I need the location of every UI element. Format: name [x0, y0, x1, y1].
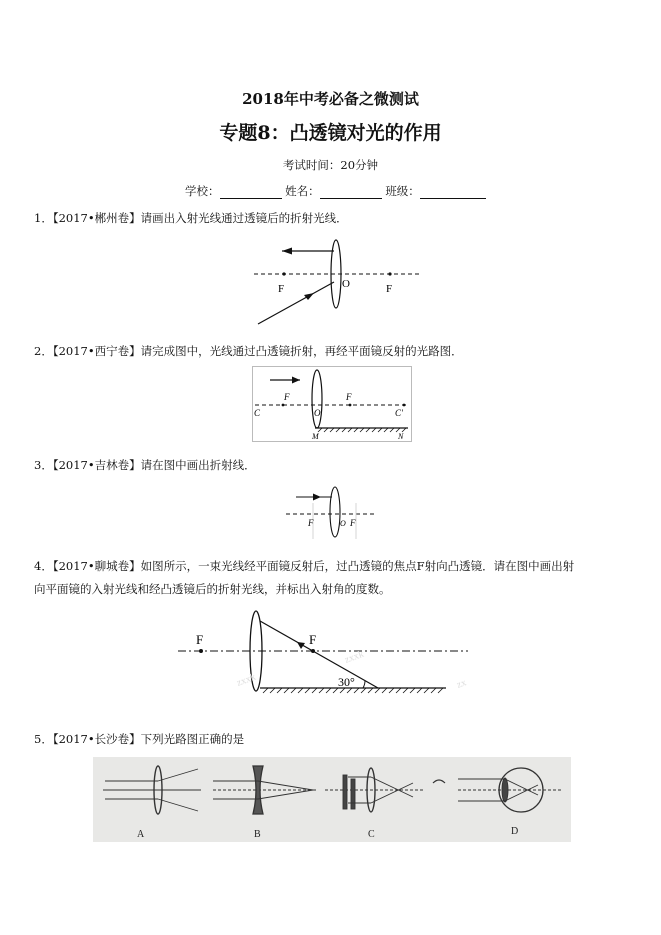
title-line1: 2018年中考必备之微测试	[242, 90, 419, 108]
fig1-label-o: O	[342, 278, 350, 290]
question-4	[34, 558, 574, 574]
question-3	[34, 457, 256, 473]
question-5-number: 5．	[34, 732, 53, 746]
question-1-number: 1．	[34, 211, 53, 225]
fig3-label-o: O	[340, 519, 346, 528]
student-info-line	[185, 183, 486, 199]
fig4-label-f-right: F	[309, 632, 317, 647]
question-1-source: 【2017•郴州卷】	[52, 211, 141, 225]
fig2-label-o: O	[314, 408, 321, 418]
figure-2-lens-mirror	[252, 366, 412, 442]
question-3-number: 3．	[34, 458, 53, 472]
figure-3-convex-lens	[283, 484, 378, 544]
option-a-label: A	[137, 829, 145, 840]
title-line2: 专题8：凸透镜对光的作用	[219, 122, 442, 144]
option-c-label: C	[368, 829, 375, 840]
question-5-source: 【2017•长沙卷】	[52, 732, 141, 746]
fig3-label-f-left: F	[308, 518, 314, 528]
fig1-label-f-left: F	[278, 283, 285, 295]
fig2-label-f-left: F	[284, 392, 290, 402]
fig4-label-angle: 30°	[338, 675, 355, 689]
fig2-label-c: C	[254, 408, 261, 418]
question-4-line2: 向平面镜的入射光线和经凸透镜后的折射光线，并标出入射角的度数。	[34, 582, 391, 596]
question-2-text: 请完成图中，光线通过凸透镜折射，再经平面镜反射的光路图．	[140, 344, 463, 358]
watermark-3: zx	[455, 677, 468, 691]
option-c-diagram[interactable]	[325, 768, 445, 812]
question-4-number: 4．	[34, 559, 53, 573]
name-label: 姓名：	[285, 184, 320, 198]
fig4-label-f-left: F	[196, 632, 204, 647]
fig3-label-f-right: F	[350, 518, 356, 528]
question-1	[34, 210, 348, 226]
question-3-text: 请在图中画出折射线．	[140, 458, 256, 472]
fig2-label-n: N	[398, 432, 404, 441]
class-blank[interactable]	[420, 186, 486, 199]
name-blank[interactable]	[320, 186, 382, 199]
option-d-diagram[interactable]	[458, 768, 563, 812]
question-4-source: 【2017•聊城卷】	[52, 559, 141, 573]
option-b-diagram[interactable]	[213, 766, 318, 814]
question-4-text-line1: 如图所示，一束光线经平面镜反射后，过凸透镜的焦点F射向凸透镜．请在图中画出射	[140, 559, 575, 573]
class-label: 班级：	[385, 184, 420, 198]
figure-4-lens-mirror	[168, 608, 468, 703]
question-2	[34, 343, 463, 359]
question-1-text: 请画出入射光线通过透镜后的折射光线．	[140, 211, 348, 225]
watermark-2: zxxk	[343, 648, 366, 666]
question-2-number: 2．	[34, 344, 53, 358]
watermark-1: zxxk	[235, 671, 258, 689]
school-blank[interactable]	[220, 186, 282, 199]
fig2-label-c-prime: C'	[395, 408, 403, 418]
question-5-options-photo	[93, 757, 571, 842]
option-a-diagram[interactable]	[103, 766, 203, 814]
option-b-label: B	[254, 829, 261, 840]
fig2-label-f-right: F	[346, 392, 352, 402]
question-5	[34, 731, 244, 747]
question-5-text: 下列光路图正确的是	[140, 732, 245, 746]
option-d-label: D	[511, 826, 519, 837]
exam-time: 考试时间：20分钟	[282, 158, 379, 172]
fig1-label-f-right: F	[386, 283, 393, 295]
figure-1-convex-lens	[250, 238, 425, 330]
school-label: 学校：	[185, 184, 220, 198]
question-3-source: 【2017•吉林卷】	[52, 458, 141, 472]
fig2-label-m: M	[312, 432, 319, 441]
question-2-source: 【2017•西宁卷】	[52, 344, 141, 358]
